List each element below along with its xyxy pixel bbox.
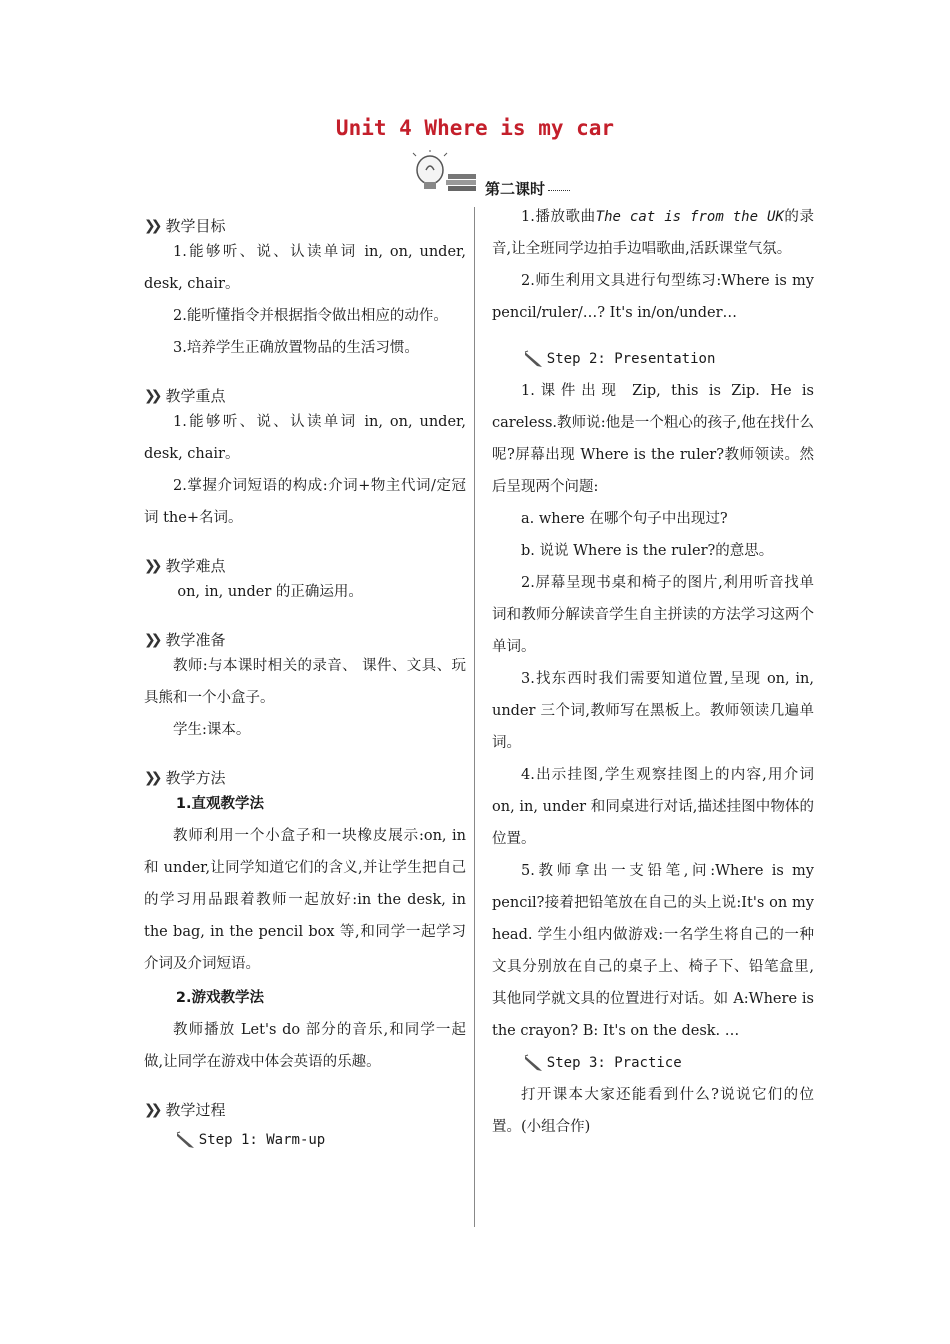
lightbulb-books-icon	[408, 150, 478, 196]
step-1-heading: Step 1: Warm-up	[144, 1124, 466, 1156]
key-item: 1.能够听、说、认读单词 in, on, under, desk, chair。	[144, 414, 466, 462]
method-2-text: 教师播放 Let's do 部分的音乐,和同学一起做,让同学在游戏中体会英语的乐趣。	[144, 1022, 466, 1070]
key-item: 2.掌握介词短语的构成:介词+物主代词/定冠词 the+名词。	[144, 478, 466, 526]
double-chevron-icon: ❯❯	[144, 632, 158, 648]
pen-icon	[523, 1053, 545, 1073]
pen-icon	[523, 349, 545, 369]
step-3-heading: Step 3: Practice	[492, 1047, 814, 1079]
presentation-item: 1.课件出现 Zip, this is Zip. He is careless.教师说:他是一个粗心的孩子,他在找什么呢?屏幕出现 Where is the ruler?教师领读。然后呈现两个问题:	[492, 383, 814, 495]
method-2-title: 2.游戏教学法	[175, 990, 264, 1006]
double-chevron-icon: ❯❯	[144, 388, 158, 404]
presentation-item: 3.找东西时我们需要知道位置,呈现 on, in, under 三个词,教师写在黑板上。教师领读几遍单词。	[492, 671, 814, 751]
method-1-text: 教师利用一个小盒子和一块橡皮展示:on, in 和 under,让同学知道它们的含义,并让学生把自己的学习用品跟着教师一起放好:in the desk, in the bag, in the pencil box 等,和同学一起学习介词及介词短语。	[144, 828, 466, 972]
difficult-text: on, in, under 的正确运用。	[177, 584, 363, 600]
dotted-leader	[548, 190, 570, 191]
double-chevron-icon: ❯❯	[144, 558, 158, 574]
section-key-heading: ❯❯ 教学重点	[144, 387, 226, 405]
prep-item: 教师:与本课时相关的录音、 课件、文具、玩具熊和一个小盒子。	[144, 658, 466, 706]
right-column	[492, 201, 814, 1143]
double-chevron-icon: ❯❯	[144, 1102, 158, 1118]
goal-item: 3.培养学生正确放置物品的生活习惯。	[173, 340, 419, 356]
section-difficult-heading: ❯❯ 教学难点	[144, 557, 226, 575]
prep-item: 学生:课本。	[173, 722, 251, 738]
method-1-title: 1.直观教学法	[175, 796, 264, 812]
question-a: a. where 在哪个句子中出现过?	[521, 511, 728, 527]
question-b: b. 说说 Where is the ruler?的意思。	[521, 543, 774, 559]
presentation-item: 5.教师拿出一支铅笔,问:Where is my pencil?接着把铅笔放在自己的头上说:It's on my head. 学生小组内做游戏:一名学生将自己的一种文具分别放在自己的桌子上、椅子下、铅笔盒里,其他同学就文具的位置进行对话。如 A:Where is the crayon? B: It's on the desk. …	[492, 863, 814, 1039]
lesson-label: 第二课时	[485, 180, 546, 198]
column-divider	[474, 207, 475, 1227]
presentation-item: 4.出示挂图,学生观察挂图上的内容,用介词 on, in, under 和同桌进行对话,描述挂图中物体的位置。	[492, 767, 814, 847]
warmup-item-2: 2.师生利用文具进行句型练习:Where is my pencil/ruler/…? It's in/on/under…	[492, 273, 814, 321]
step-2-heading: Step 2: Presentation	[492, 343, 814, 375]
goal-item: 1.能够听、说、认读单词 in, on, under, desk, chair。	[144, 244, 466, 292]
section-goals-heading: ❯❯ 教学目标	[144, 217, 226, 235]
pen-icon	[175, 1130, 197, 1150]
section-process-heading: ❯❯ 教学过程	[144, 1101, 226, 1119]
goal-item: 2.能听懂指令并根据指令做出相应的动作。	[173, 308, 448, 324]
practice-item: 打开课本大家还能看到什么?说说它们的位置。(小组合作)	[492, 1087, 814, 1135]
section-prep-heading: ❯❯ 教学准备	[144, 631, 226, 649]
section-methods-heading: ❯❯ 教学方法	[144, 769, 226, 787]
lesson-header	[408, 150, 608, 196]
double-chevron-icon: ❯❯	[144, 218, 158, 234]
left-column	[144, 210, 466, 1156]
page-title: Unit 4 Where is my car	[335, 116, 615, 140]
warmup-item-1: 1.播放歌曲The cat is from the UK的录音,让全班同学边拍手边唱歌曲,活跃课堂气氛。	[492, 209, 814, 257]
song-title: The cat is from the UK	[595, 209, 784, 225]
double-chevron-icon: ❯❯	[144, 770, 158, 786]
presentation-item: 2.屏幕呈现书桌和椅子的图片,利用听音找单词和教师分解读音学生自主拼读的方法学习这两个单词。	[492, 575, 814, 655]
